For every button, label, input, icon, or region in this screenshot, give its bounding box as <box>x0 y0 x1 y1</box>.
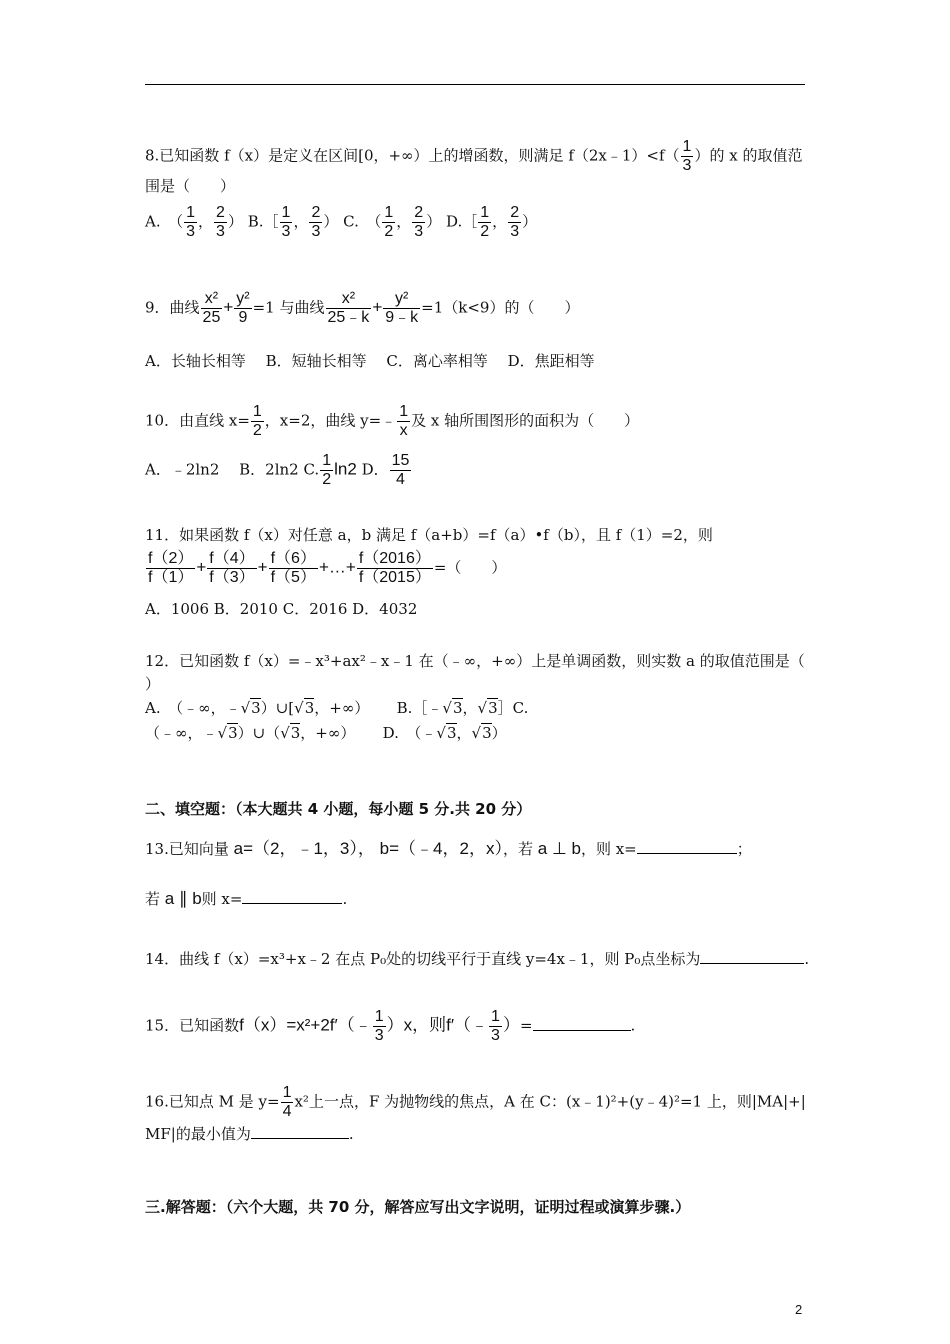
answer-blank[interactable] <box>251 1124 349 1139</box>
answer-blank[interactable] <box>637 839 737 854</box>
question-14: 14．曲线 f（x）=x³+x﹣2 在点 P₀处的切线平行于直线 y=4x﹣1，则 P₀点坐标为 . <box>145 950 810 968</box>
question-13-stem-cont: 若 a ∥ b则 x= . <box>145 889 348 908</box>
question-8-stem-cont: 围是（ ） <box>145 177 236 195</box>
header-rule <box>145 84 805 85</box>
question-15: 15．已知函数f（x）=x²+2f′（﹣ $\frac{1}{3}$ ）x，则f′（﹣ $\frac{1}{3}$ ）= . <box>145 1008 636 1044</box>
question-10-options: A．﹣2ln2 B．2ln2 C. $\frac{1}{2}$ ln2 D． $\frac{15}{4}$ <box>145 452 410 488</box>
section-2-heading: 二、填空题：（本大题共 4 小题，每小题 5 分.共 20 分） <box>145 800 532 818</box>
question-9-stem: 9．曲线 $\frac{\text{x²}}{25}$ + $\frac{\text{y²}}{9}$ =1 与曲线 $\frac{\text{x²}}{25﹣k}$ + $\frac{\text{y²}}{9﹣k}$ =1（k<9）的（ ） <box>145 290 580 326</box>
question-16: 16.已知点 M 是 y= $\frac{1}{4}$ x²上一点，F 为抛物线的焦点，A 在 C：(x﹣1)²+(y﹣4)²=1 上，则|MA|+| <box>145 1084 806 1120</box>
question-11-expression: $\frac{f(2)}{f(1)}$ + $\frac{f(4)}{f(3)}$ + $\frac{f(6)}{f(5)}$ +…+ $\frac{f(2016)}{f(2015)}$ =（ ） <box>148 550 507 586</box>
question-11-stem: 11．如果函数 f（x）对任意 a，b 满足 f（a+b）=f（a）•f（b），且 f（1）=2，则 <box>145 526 713 544</box>
question-12-options-2: （﹣∞，﹣√3）∪（√3，+∞） D. （﹣√3，√3） <box>145 724 507 742</box>
page-number: 2 <box>795 1302 803 1317</box>
question-12-stem: 12．已知函数 f（x）=﹣x³+ax²﹣x﹣1 在（﹣∞，+∞）上是单调函数，则实数 a 的取值范围是（ <box>145 652 805 670</box>
question-12-stem-cont: ） <box>145 675 161 693</box>
question-16-cont: MF|的最小值为 . <box>145 1125 354 1143</box>
question-11-options: A．1006 B．2010 C．2016 D．4032 <box>145 600 418 618</box>
question-13-stem: 13.已知向量 a=（2，﹣1，3）， b=（﹣4，2，x），若 a ⊥ b，则 x= ； <box>145 839 752 858</box>
answer-blank[interactable] <box>533 1016 631 1031</box>
answer-blank[interactable] <box>700 949 804 964</box>
question-12-options-1: A. （﹣∞，﹣√3）∪[√3，+∞） B.［﹣√3，√3］C. <box>145 699 529 717</box>
question-9-options: A．长轴长相等 B．短轴长相等 C．离心率相等 D．焦距相等 <box>145 352 595 370</box>
answer-blank[interactable] <box>242 889 342 904</box>
question-8-options: A. （ $\frac{1}{3}$ ， $\frac{2}{3}$ ） B.［ $\frac{1}{3}$ ， $\frac{2}{3}$ ） C. （ $\frac{1}{2}$ ， $\frac{2}{3}$ ） D.［ $\frac{1}{2}$ ， $\frac{2}{3}$ ） <box>145 204 538 240</box>
question-10-stem: 10．由直线 x= $\frac{1}{2}$ ，x=2，曲线 y=﹣ $\frac{1}{x}$ 及 x 轴所围图形的面积为（ ） <box>145 403 640 439</box>
question-8-stem: 8.已知函数 f（x）是定义在区间[0，+∞）上的增函数，则满足 f（2x﹣1）<f（ $\frac{1}{3}$ ）的 x 的取值范 <box>145 138 803 174</box>
section-3-heading: 三.解答题：（六个大题，共 70 分，解答应写出文字说明，证明过程或演算步骤.） <box>145 1198 691 1216</box>
fraction: $\frac{1}{3}$ <box>682 138 692 174</box>
